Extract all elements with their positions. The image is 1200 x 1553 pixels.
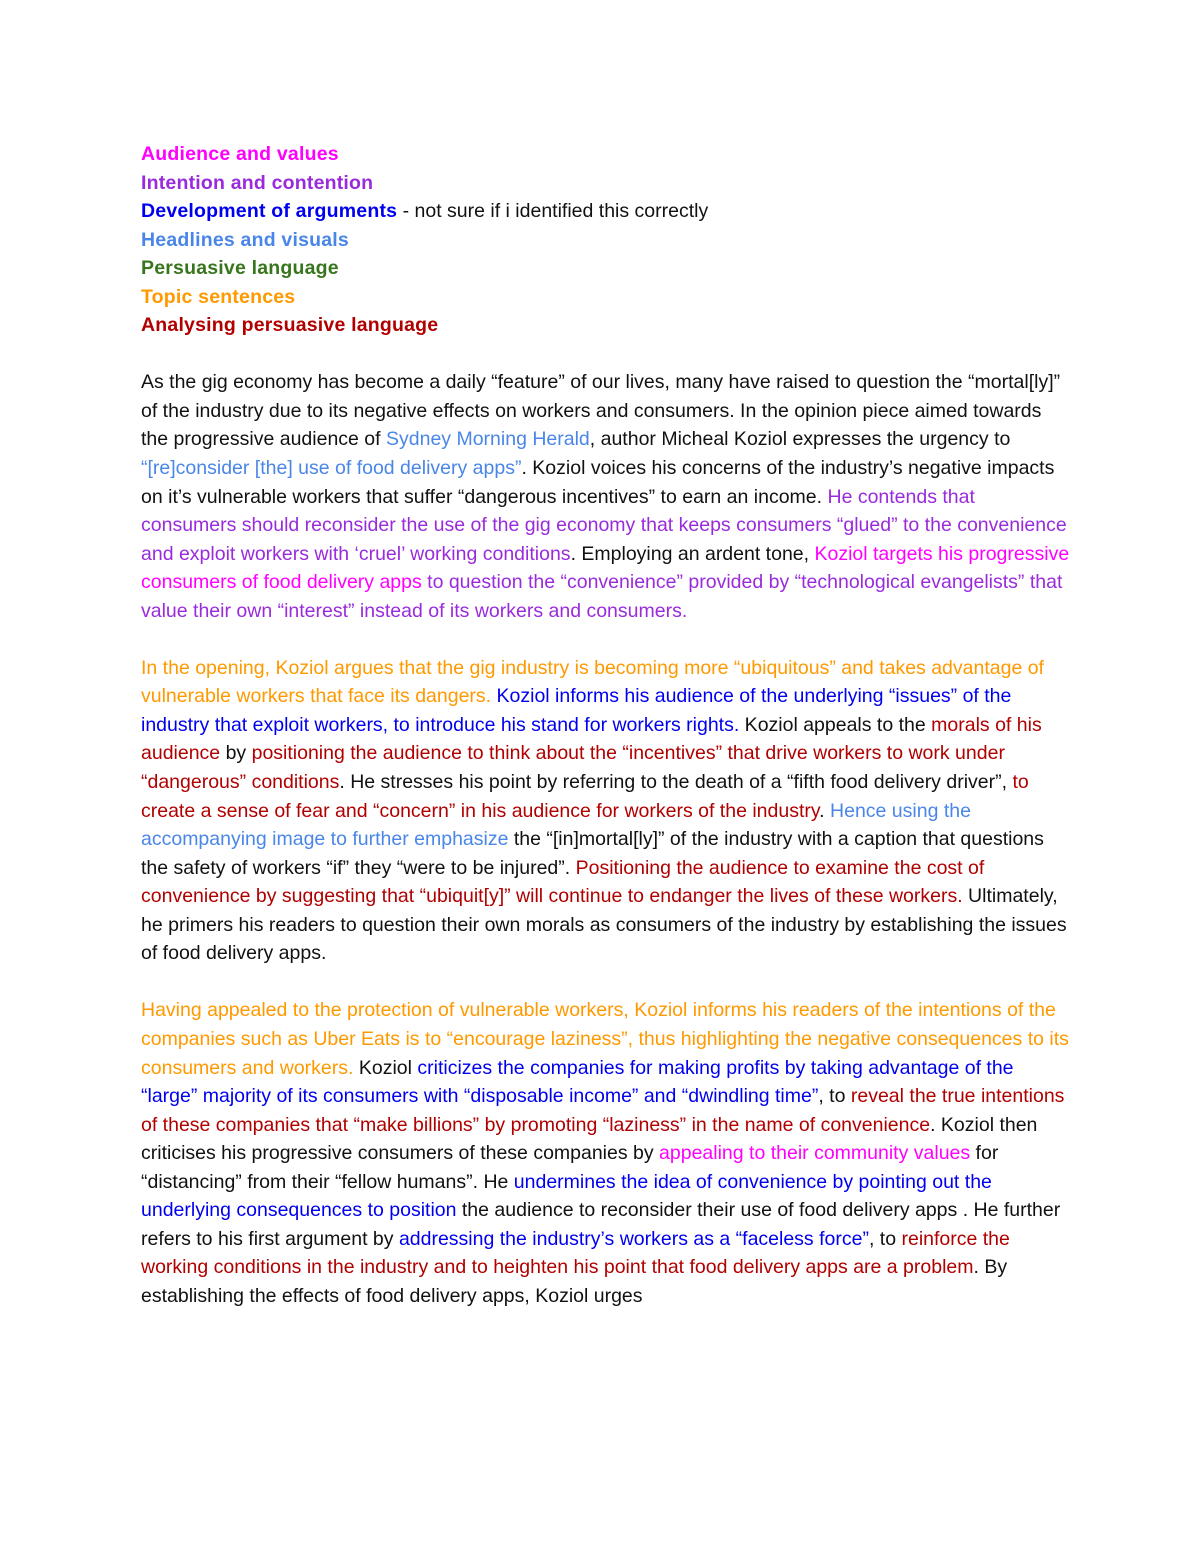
text-segment-development: undermines the idea of convenience by pointing out the underlying consequences to position	[141, 1170, 992, 1222]
text-segment-body: the audience to reconsider their use of food delivery apps . He further refers to his first argument by	[141, 1199, 1061, 1250]
text-segment-audience: Koziol targets his progressive consumers of food delivery apps	[141, 542, 1070, 594]
legend-intention-and-contention: Intention and contention	[141, 171, 374, 194]
paragraph-body-2	[141, 996, 1071, 1310]
text-segment-body: , author Micheal Koziol expresses the urgency to	[589, 428, 1011, 451]
text-segment-body: by	[220, 742, 252, 765]
legend-headlines-and-visuals: Headlines and visuals	[141, 228, 349, 251]
text-segment-body: . Koziol then criticises his progressive consumers of these companies by	[141, 1113, 1038, 1165]
text-segment-topic: Having appealed to the protection of vulnerable workers, Koziol informs his readers of the intentions of the companies such as Uber Eats is to “encourage laziness”, thus highlighting the negative consequences to its consumers and workers.	[141, 999, 1069, 1079]
text-segment-headlines: “[re]consider [the] use of food delivery apps”	[141, 457, 522, 480]
paragraph-introduction	[141, 368, 1071, 625]
legend-audience-and-values: Audience and values	[141, 143, 339, 165]
text-segment-headlines: Sydney Morning Herald	[386, 428, 590, 451]
text-segment-body: , to	[818, 1085, 851, 1108]
legend-development-note: - not sure if i identified this correctly	[397, 200, 709, 223]
paragraph-body-1	[141, 654, 1071, 968]
text-segment-analysing: to create a sense of fear and “concern” in his audience for workers of the industry	[141, 771, 1029, 822]
text-segment-development: addressing the industry’s workers as a “faceless force”	[398, 1227, 869, 1250]
text-segment-body: . Employing an ardent tone,	[570, 542, 815, 565]
color-legend	[141, 140, 1071, 340]
text-segment-audience: appealing to their community values	[659, 1142, 971, 1165]
text-segment-body: .	[819, 799, 831, 822]
legend-topic-sentences: Topic sentences	[141, 285, 296, 308]
legend-persuasive-language: Persuasive language	[141, 257, 339, 280]
text-segment-topic: In the opening, Koziol argues that the gig industry is becoming more “ubiquitous” and takes advantage of vulnerable workers that face its dangers.	[141, 656, 1044, 708]
text-segment-body: . He stresses his point by referring to the death of a “fifth food delivery driver”,	[339, 771, 1013, 794]
text-segment-body: for “distancing” from their “fellow humans”. He	[141, 1142, 999, 1193]
text-segment-intention: to question the “convenience” provided by “technological evangelists” that value their own “interest” instead of its workers and consumers.	[141, 571, 1063, 622]
document-page	[141, 140, 1071, 1339]
text-segment-body: . By establishing the effects of food delivery apps, Koziol urges	[141, 1256, 1008, 1307]
text-segment-analysing: reveal the true intentions of these companies that “make billions” by promoting “laziness” in the name of convenience	[141, 1085, 1065, 1136]
legend-development-label: Development of arguments	[141, 200, 398, 223]
text-segment-analysing: Positioning the audience to examine the cost of convenience by suggesting that “ubiquit[y]” will continue to endanger the lives of these workers.	[141, 856, 985, 908]
text-segment-body: , to	[868, 1227, 902, 1250]
legend-development-of-arguments	[141, 197, 1071, 226]
text-segment-body: Koziol	[353, 1056, 418, 1079]
text-segment-body: the “[in]mortal[ly]” of the industry with a caption that questions the safety of workers “if” they “were to be injured”.	[141, 828, 1044, 879]
text-segment-development: Koziol informs his audience of the underlying “issues” of the industry that exploit workers, to introduce his stand for workers rights.	[141, 685, 1012, 736]
text-segment-headlines: Hence using the accompanying image to further emphasize	[141, 799, 971, 851]
text-segment-analysing: morals of his audience	[141, 713, 1042, 765]
text-segment-body: Koziol appeals to the	[739, 713, 932, 736]
text-segment-analysing: positioning the audience to think about the “incentives” that drive workers to work under “dangerous” conditions	[141, 742, 1005, 794]
text-segment-analysing: reinforce the working conditions in the industry and to heighten his point that food delivery apps are a problem	[141, 1227, 1010, 1279]
legend-analysing-persuasive-language: Analysing persuasive language	[141, 314, 439, 337]
text-segment-body: As the gig economy has become a daily “feature” of our lives, many have raised to question the “mortal[ly]” of the industry due to its negative effects on workers and consumers. In the opinion piece aimed towards the progressive audience of	[141, 371, 1061, 451]
text-segment-body: Ultimately, he primers his readers to question their own morals as consumers of the industry by establishing the issues of food delivery apps.	[141, 885, 1067, 965]
text-segment-development: criticizes the companies for making profits by taking advantage of the “large” majority of its consumers with “disposable income” and “dwindling time”	[141, 1056, 1014, 1108]
text-segment-body: . Koziol voices his concerns of the industry’s negative impacts on it’s vulnerable workers that suffer “dangerous incentives” to earn an income.	[141, 457, 1055, 508]
text-segment-intention: He contends that consumers should reconsider the use of the gig economy that keeps consumers “glued” to the convenience and exploit workers with ‘cruel’ working conditions	[141, 485, 1067, 565]
